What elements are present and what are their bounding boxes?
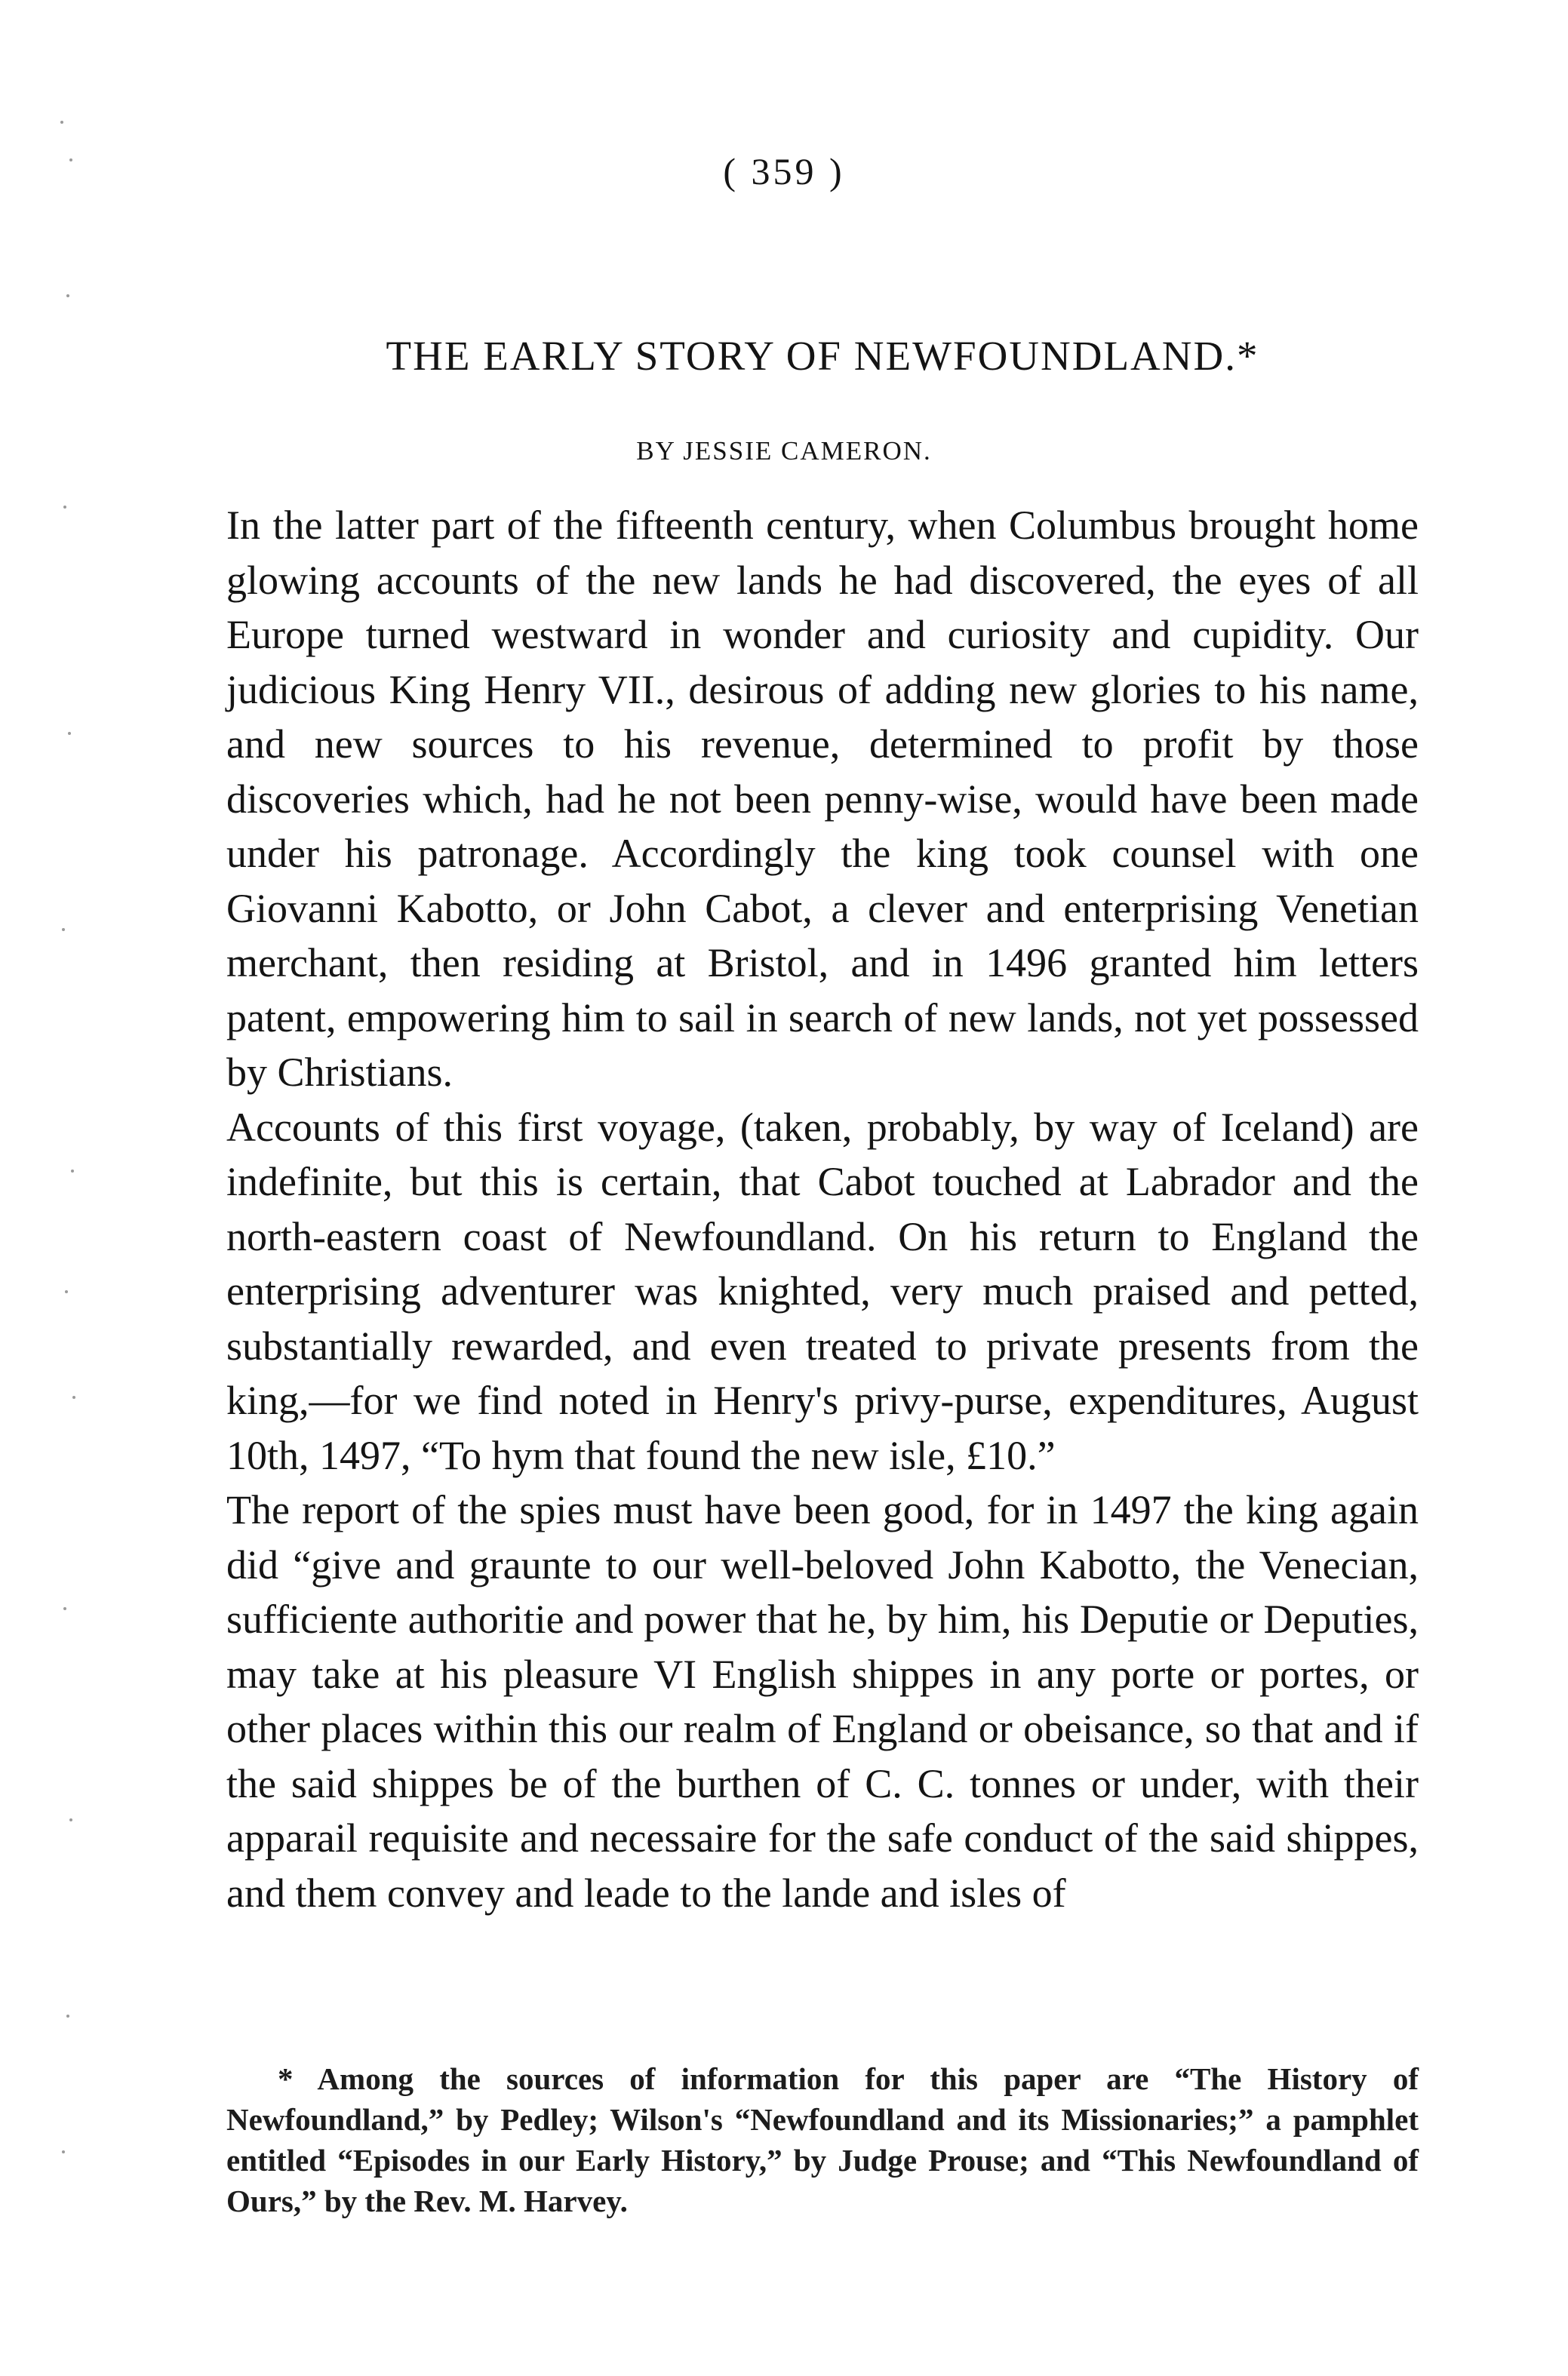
margin-scan-artifacts xyxy=(53,113,98,2226)
page-number: ( 359 ) xyxy=(723,150,845,192)
author-byline: BY JESSIE CAMERON. xyxy=(636,436,932,466)
paragraph-1: In the latter part of the fifteenth century, when Columbus brought home glowing accounts of the new lands he had discovered, the eyes of all Europe turned westward in wonder and curiosity and cupidity. Our judicious King Henry VII., desirous of adding new glories to his name, and new sources to his revenue, determined to profit by those discoveries which, had he not been penny-wise, would have been made under his patronage. Accordingly the king took counsel with one Giovanni Kabotto, or John Cabot, a clever and enterprising Venetian merchant, then residing at Bristol, and in 1496 granted him letters patent, empowering him to sail in search of new lands, not yet possessed by Christians. xyxy=(226,503,1419,1095)
article-title: THE EARLY STORY OF NEWFOUNDLAND.* xyxy=(386,333,1259,379)
paragraph-2: Accounts of this first voyage, (taken, probably, by way of Iceland) are indefinite, but this is certain, that Cabot touched at Labrador and the north-eastern coast of Newfoundland. On his return to England the enterprising adventurer was knighted, very much praised and petted, substantially rewarded, and even treated to private presents from the king,—for we find noted in Henry's privy-purse, expenditures, August 10th, 1497, “To hym that found the new isle, £10.” xyxy=(226,1104,1419,1478)
paragraph-3: The report of the spies must have been good, for in 1497 the king again did “give and graunte to our well-beloved John Kabotto, the Venecian, sufficiente authoritie and power that he, by him, his Deputie or Deputies, may take at his pleasure VI English shippes in any porte or portes, or other places within this our realm of England or obeisance, so that and if the said shippes be of the burthen of C. C. tonnes or under, with their apparail requisite and necessaire for the safe conduct of the said shippes, and them convey and leade to the lande and isles of xyxy=(226,1487,1419,1916)
article-body xyxy=(226,498,1419,1920)
footnote xyxy=(226,2058,1419,2221)
footnote-text: * Among the sources of information for this paper are “The History of Newfoundland,” by Pedley; Wilson's “Newfoundland and its Missionaries;” a pamphlet entitled “Episodes in our Early History,” by Judge Prouse; and “This Newfoundland of Ours,” by the Rev. M. Harvey. xyxy=(226,2061,1419,2218)
